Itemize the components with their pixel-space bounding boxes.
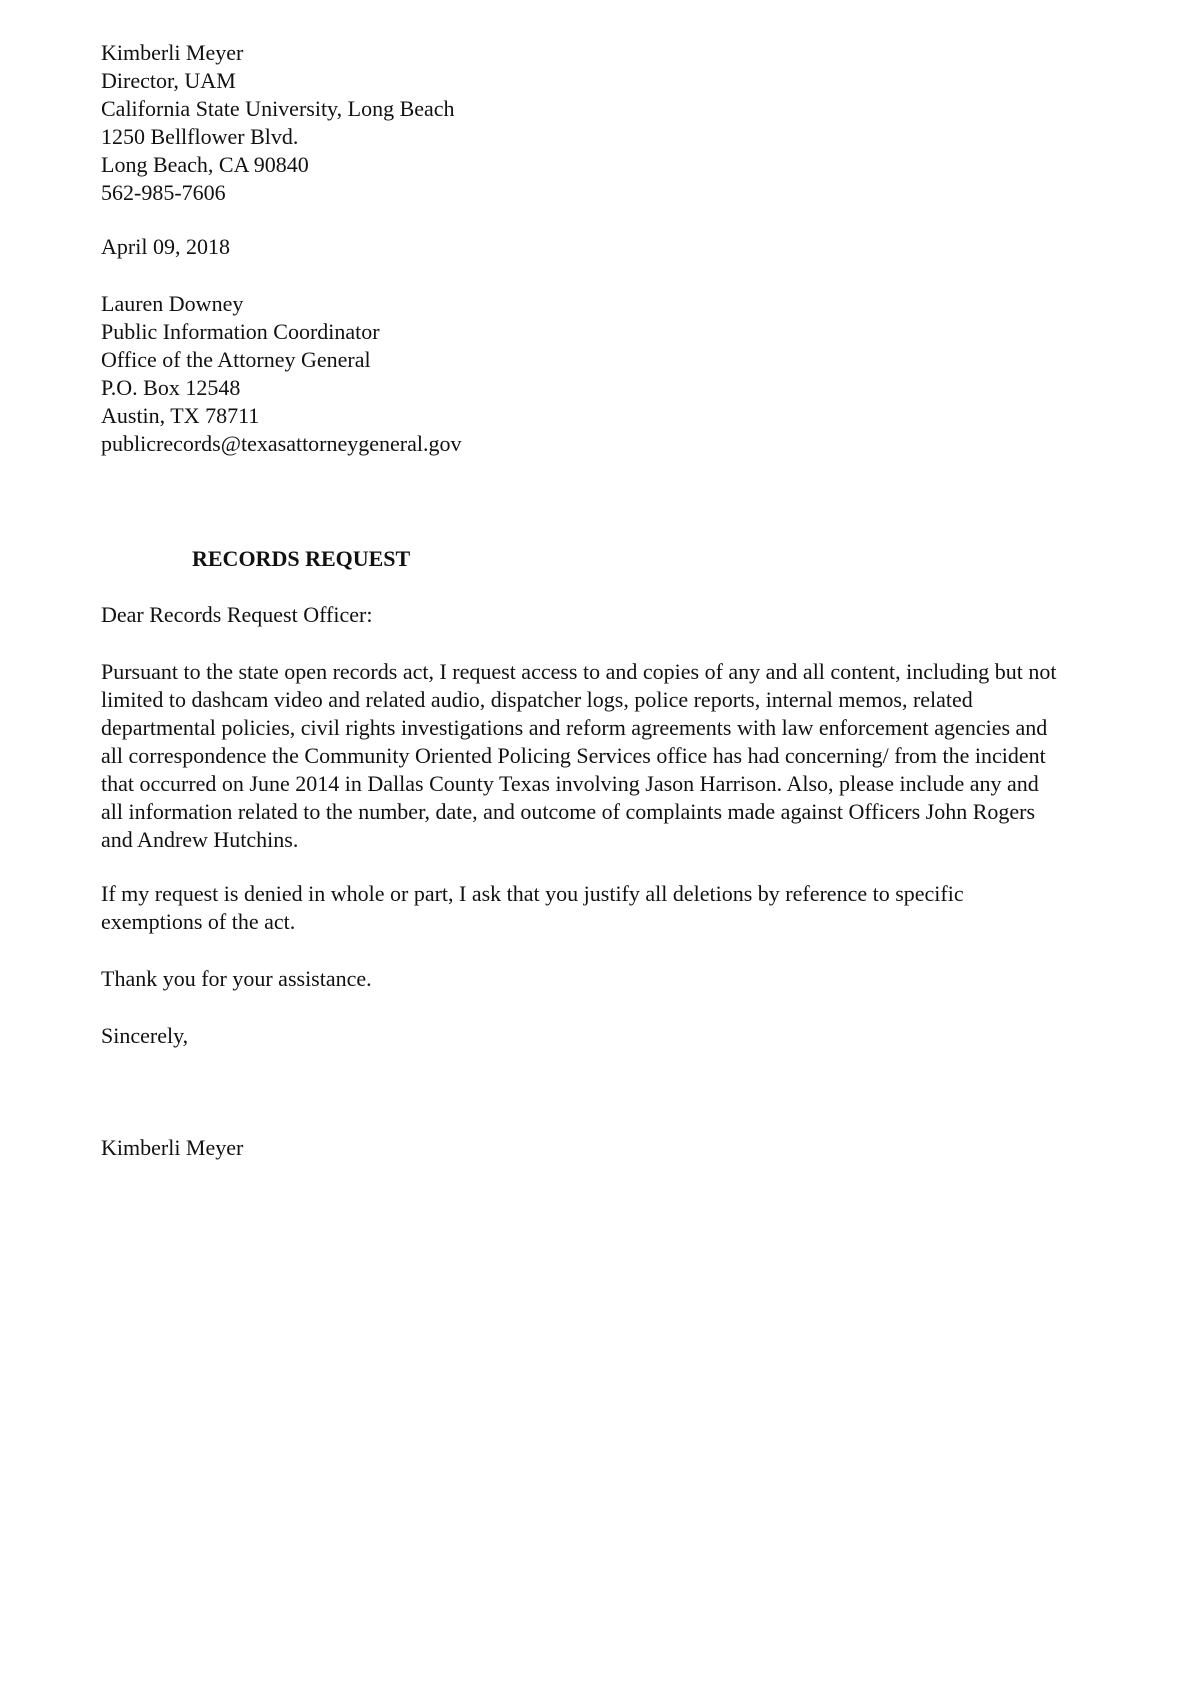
thanks-text: Thank you for your assistance.: [101, 966, 372, 991]
sender-city-state-zip: Long Beach, CA 90840: [101, 152, 309, 177]
recipient-email: publicrecords@texasattorneygeneral.gov: [101, 431, 462, 456]
sender-address-block: [101, 39, 1161, 207]
body-paragraph-1: [101, 658, 1161, 854]
paragraph-line: limited to dashcam video and related audio, dispatcher logs, police reports, internal memos, related: [101, 687, 973, 712]
thanks-line: [101, 965, 1161, 993]
closing-text: Sincerely,: [101, 1023, 189, 1048]
sender-title: Director, UAM: [101, 68, 236, 93]
sender-name: Kimberli Meyer: [101, 40, 244, 65]
paragraph-line: exemptions of the act.: [101, 909, 296, 934]
closing-line: [101, 1022, 1161, 1050]
paragraph-line: that occurred on June 2014 in Dallas County Texas involving Jason Harrison. Also, please include any and: [101, 771, 1039, 796]
paragraph-line: Pursuant to the state open records act, I request access to and copies of any and all content, including but not: [101, 659, 1057, 684]
recipient-title: Public Information Coordinator: [101, 319, 380, 344]
paragraph-line: If my request is denied in whole or part, I ask that you justify all deletions by reference to specific: [101, 881, 964, 906]
recipient-name: Lauren Downey: [101, 291, 244, 316]
paragraph-line: departmental policies, civil rights investigations and reform agreements with law enforcement agencies and: [101, 715, 1048, 740]
paragraph-line: all information related to the number, date, and outcome of complaints made against Officers John Rogers: [101, 799, 1036, 824]
recipient-address-block: [101, 290, 1161, 458]
paragraph-line: and Andrew Hutchins.: [101, 827, 299, 852]
sender-organization: California State University, Long Beach: [101, 96, 455, 121]
letter-date: [101, 233, 1161, 261]
recipient-city-state-zip: Austin, TX 78711: [101, 403, 260, 428]
signature-name: [101, 1134, 1161, 1162]
recipient-office: Office of the Attorney General: [101, 347, 371, 372]
recipient-po-box: P.O. Box 12548: [101, 375, 241, 400]
sender-street: 1250 Bellflower Blvd.: [101, 124, 299, 149]
sender-phone: 562-985-7606: [101, 180, 226, 205]
salutation: [101, 601, 1161, 629]
body-paragraph-2: [101, 880, 1161, 936]
date-text: April 09, 2018: [101, 234, 230, 259]
subject-heading: RECORDS REQUEST: [192, 546, 411, 571]
salutation-text: Dear Records Request Officer:: [101, 602, 373, 627]
signature-text: Kimberli Meyer: [101, 1135, 244, 1160]
paragraph-line: all correspondence the Community Oriented Policing Services office has had concerning/ from the incident: [101, 743, 1046, 768]
